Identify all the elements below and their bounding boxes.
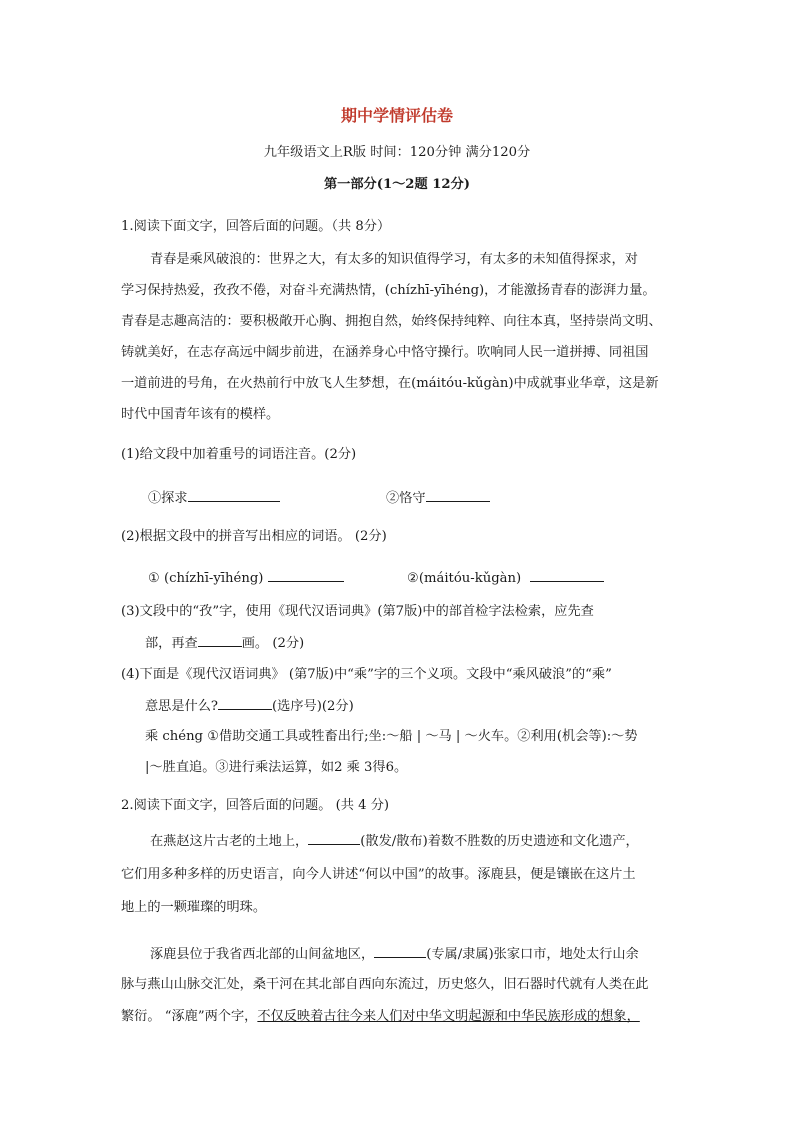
q2-p2-line-1	[150, 943, 639, 965]
q1-sub2: (2)根据文段中的拼音写出相应的词语。 (2分)	[121, 529, 387, 544]
q2-p1-line-1	[150, 830, 639, 852]
q1-sub1-label-a: ①探求	[148, 491, 188, 506]
q1-sub4-text-a: 意思是什么?	[145, 699, 219, 714]
q1-passage-line-3: 青春是志趣高洁的：要积极敞开心胸、拥抱自然，始终保持纯粹、向往本真，坚持崇尚文明、	[121, 314, 662, 329]
q1-sub2-label-b: ②(máitóu-kǔgàn)	[407, 571, 522, 586]
part-heading: 第一部分(1～2题 12分)	[323, 177, 471, 192]
q1-sub4-text-b: (选序号)(2分)	[272, 699, 354, 714]
answer-blank[interactable]	[426, 487, 490, 502]
q1-sub1: (1)给文段中加着重号的词语注音。(2分)	[121, 447, 357, 462]
answer-blank[interactable]	[218, 695, 272, 710]
answer-blank[interactable]	[308, 830, 360, 845]
q1-sub2-label-a: ① (chízhī-yīhéng)	[148, 571, 264, 586]
q1-heading: 1.阅读下面文字，回答后面的问题。（共 8分）	[121, 219, 391, 234]
q1-sub4-line-2	[145, 695, 354, 717]
q2-p1-text-a: 在燕赵这片古老的土地上，	[150, 834, 309, 849]
q1-passage-line-1: 青春是乘风破浪的：世界之大，有太多的知识值得学习，有太多的未知值得探求，对	[150, 252, 638, 267]
q1-sub1-item-a	[148, 487, 280, 509]
q1-sub1-label-b: ②恪守	[386, 491, 426, 506]
q1-sub4-definition-2: |～胜直追。③进行乘法运算，如2 乘 3得6。	[145, 760, 408, 775]
q1-sub4-line-1: (4)下面是《现代汉语词典》 (第7版)中“乘”字的三个义项。文段中“乘风破浪”的“乘”	[121, 667, 612, 682]
answer-blank[interactable]	[268, 567, 344, 582]
q2-heading: 2.阅读下面文字，回答后面的问题。 (共 4 分)	[121, 798, 390, 813]
answer-blank[interactable]	[198, 632, 242, 647]
q2-p2-text-a: 涿鹿县位于我省西北部的山间盆地区，	[150, 947, 375, 962]
exam-subtitle: 九年级语文上R版 时间：120分钟 满分120分	[263, 145, 531, 160]
q1-sub4-definition-1: 乘 chéng ①借助交通工具或牲畜出行;坐:～船 | ～马 | ～火车。②利用(机会等):～势	[145, 729, 638, 744]
q1-sub2-item-a	[148, 567, 344, 589]
q2-p2-text-b: (专属/隶属)张家口市，地处太行山余	[426, 947, 639, 962]
q1-sub3-line-2	[145, 632, 304, 654]
q2-p1-line-3: 地上的一颗璀璨的明珠。	[121, 900, 267, 915]
q1-passage-line-6: 时代中国青年该有的模样。	[121, 407, 280, 422]
q2-p2-line-2: 脉与燕山山脉交汇处，桑干河在其北部自西向东流过，历史悠久，旧石器时代就有人类在此	[121, 977, 649, 992]
q1-sub3-text-a: 部，再查	[145, 636, 198, 651]
q2-p1-line-2: 它们用多种多样的历史语言，向今人讲述“何以中国”的故事。涿鹿县，便是镶嵌在这片土	[121, 867, 636, 882]
answer-blank[interactable]	[374, 943, 426, 958]
q1-passage-line-5: 一道前进的号角，在火热前行中放飞人生梦想，在(máitóu-kǔgàn)中成就事业华章，这是新	[121, 376, 659, 391]
exam-title: 期中学情评估卷	[340, 106, 453, 125]
answer-blank[interactable]	[188, 487, 280, 502]
q1-sub3-text-b: 画。 (2分)	[241, 636, 305, 651]
q2-p1-text-b: (散发/散布)着数不胜数的历史遗迹和文化遗产，	[360, 834, 639, 849]
q1-sub1-item-b	[386, 487, 490, 509]
q1-sub3-line-1: (3)文段中的“孜”字，使用《现代汉语词典》(第7版)中的部首检字法检索，应先查	[121, 604, 594, 619]
q1-passage-line-2: 学习保持热爱，孜孜不倦，对奋斗充满热情，(chízhī-yīhéng)，才能激扬青春的澎湃力量。	[121, 283, 656, 298]
q1-sub2-item-b	[407, 567, 604, 589]
q2-p2-line-3	[121, 1007, 640, 1027]
q2-p2-text-a: 繁衍。 “涿鹿”两个字，	[121, 1009, 258, 1024]
q1-passage-line-4: 铸就美好，在志存高远中阔步前进，在涵养身心中恪守操行。吹响同人民一道拼搏、同祖国	[121, 345, 649, 360]
answer-blank[interactable]	[530, 567, 604, 582]
underlined-sentence: 不仅反映着古往今来人们对中华文明起源和中华民族形成的想象，	[257, 1009, 640, 1024]
